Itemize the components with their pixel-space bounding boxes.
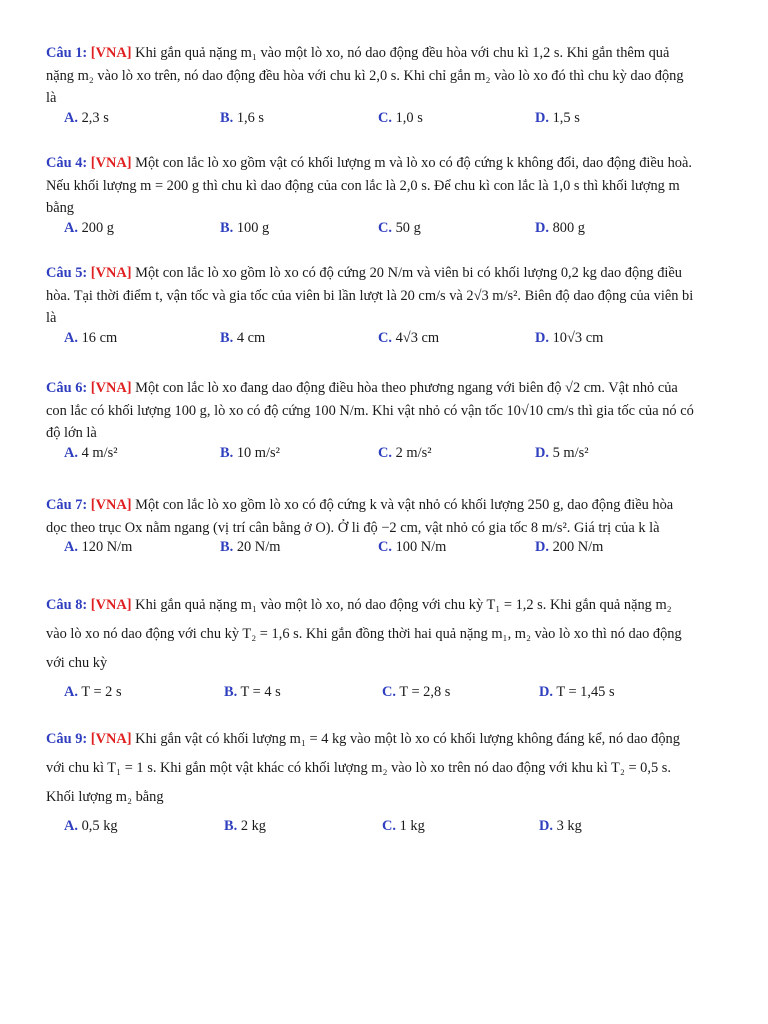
question-text: Một con lắc lò xo gồm lò xo có độ cứng k và vật nhỏ có khối lượng 250 g, dao động điều hòa dọc theo trục Ox nằm ngang (vị trí cân bằng ở O). Ở li độ −2 cm, vật nhỏ có gia tốc 8 m/s². Giá trị của k là — [46, 497, 674, 536]
question-text: Khi gắn vật có khối lượng m₁ = 4 kg vào một lò xo có khối lượng không đáng kể, nó dao động với chu kì T₁ = 1 s. Khi gắn một vật khác có khối lượng m₂ vào lò xo trên nó dao động với khu kì T₂ = 0,5 s. Khối lượng m₂ bằng — [46, 731, 680, 805]
option-a[interactable]: A. T = 2 s — [64, 684, 122, 700]
source-tag: [VNA] — [90, 265, 132, 281]
question-number: Câu 4: — [46, 155, 88, 171]
source-tag: [VNA] — [90, 597, 132, 613]
question-stem — [46, 591, 696, 678]
option-c[interactable]: C. 1 kg — [382, 818, 425, 834]
option-c[interactable]: C. 4√3 cm — [378, 329, 440, 346]
option-b[interactable]: B. 2 kg — [224, 818, 266, 834]
source-tag: [VNA] — [90, 45, 132, 61]
option-b[interactable]: B. 10 m/s² — [220, 444, 280, 461]
option-a[interactable]: A. 16 cm — [64, 329, 118, 346]
question-text: Một con lắc lò xo gồm vật có khối lượng m và lò xo có độ cứng k không đổi, dao động điều hoà. Nếu khối lượng m = 200 g thì chu kì dao động của con lắc là 2,0 s. Để chu kì con lắc là 1,0 s thì khối lượng m bằng — [46, 155, 692, 216]
answer-options — [46, 330, 696, 350]
question-9 — [46, 725, 696, 838]
option-b[interactable]: B. 100 g — [220, 219, 270, 236]
option-c[interactable]: C. 100 N/m — [378, 539, 447, 555]
option-d[interactable]: D. 800 g — [535, 219, 585, 236]
option-c[interactable]: C. 50 g — [378, 219, 421, 236]
source-tag: [VNA] — [90, 731, 132, 747]
question-stem — [46, 725, 696, 812]
option-a[interactable]: A. 120 N/m — [64, 539, 133, 555]
option-d[interactable]: D. 10√3 cm — [535, 329, 604, 346]
question-number: Câu 7: — [46, 497, 88, 513]
option-c[interactable]: C. 1,0 s — [378, 109, 423, 126]
source-tag: [VNA] — [90, 155, 132, 171]
question-stem — [46, 42, 696, 110]
option-b[interactable]: B. 4 cm — [220, 329, 266, 346]
question-text: Khi gắn quả nặng m₁ vào một lò xo, nó dao động với chu kỳ T₁ = 1,2 s. Khi gắn quả nặng m₂ vào lò xo nó dao động với chu kỳ T₂ = 1,6 s. Khi gắn đồng thời hai quả nặng m₁, m₂ vào lò xo thì nó dao động với chu kỳ — [46, 597, 682, 671]
answer-options — [46, 220, 696, 240]
question-stem — [46, 377, 696, 445]
option-b[interactable]: B. 20 N/m — [220, 539, 281, 555]
question-6 — [46, 377, 696, 465]
source-tag: [VNA] — [90, 497, 132, 513]
option-c[interactable]: C. T = 2,8 s — [382, 684, 451, 700]
question-stem — [46, 262, 696, 330]
option-d[interactable]: D. 5 m/s² — [535, 444, 589, 461]
question-1 — [46, 42, 696, 130]
option-c[interactable]: C. 2 m/s² — [378, 444, 432, 461]
source-tag: [VNA] — [90, 380, 132, 396]
question-stem — [46, 494, 696, 539]
question-number: Câu 8: — [46, 597, 88, 613]
option-b[interactable]: B. 1,6 s — [220, 109, 264, 126]
question-number: Câu 6: — [46, 380, 88, 396]
question-5 — [46, 262, 696, 350]
option-d[interactable]: D. 200 N/m — [535, 539, 604, 555]
question-number: Câu 9: — [46, 731, 88, 747]
question-text: Khi gắn quả nặng m₁ vào một lò xo, nó dao động đều hòa với chu kì 1,2 s. Khi gắn thêm quả nặng m₂ vào lò xo trên, nó dao động đều hòa với chu kì 2,0 s. Khi chỉ gắn m₂ vào lò xo đó thì chu kỳ dao động là — [46, 45, 684, 106]
option-b[interactable]: B. T = 4 s — [224, 684, 281, 700]
option-d[interactable]: D. 3 kg — [539, 818, 582, 834]
answer-options — [46, 818, 696, 838]
option-d[interactable]: D. T = 1,45 s — [539, 684, 615, 700]
question-7 — [46, 494, 696, 559]
question-4 — [46, 152, 696, 240]
question-number: Câu 1: — [46, 45, 88, 61]
question-text: Một con lắc lò xo gồm lò xo có độ cứng 20 N/m và viên bi có khối lượng 0,2 kg dao động điều hòa. Tại thời điểm t, vận tốc và gia tốc của viên bi lần lượt là 20 cm/s và 2√3 m/s². Biên độ dao động của viên bi là — [46, 265, 694, 326]
answer-options — [46, 684, 696, 704]
question-number: Câu 5: — [46, 265, 88, 281]
answer-options — [46, 110, 696, 130]
option-d[interactable]: D. 1,5 s — [535, 109, 580, 126]
question-text: Một con lắc lò xo đang dao động điều hòa theo phương ngang với biên độ √2 cm. Vật nhỏ của con lắc có khối lượng 100 g, lò xo có độ cứng 100 N/m. Khi vật nhỏ có vận tốc 10√10 cm/s thì gia tốc của nó có độ lớn là — [46, 380, 694, 441]
option-a[interactable]: A. 0,5 kg — [64, 818, 118, 834]
answer-options — [46, 445, 696, 465]
question-8 — [46, 591, 696, 704]
option-a[interactable]: A. 200 g — [64, 219, 114, 236]
option-a[interactable]: A. 4 m/s² — [64, 444, 118, 461]
question-stem — [46, 152, 696, 220]
answer-options — [46, 539, 696, 559]
option-a[interactable]: A. 2,3 s — [64, 109, 109, 126]
